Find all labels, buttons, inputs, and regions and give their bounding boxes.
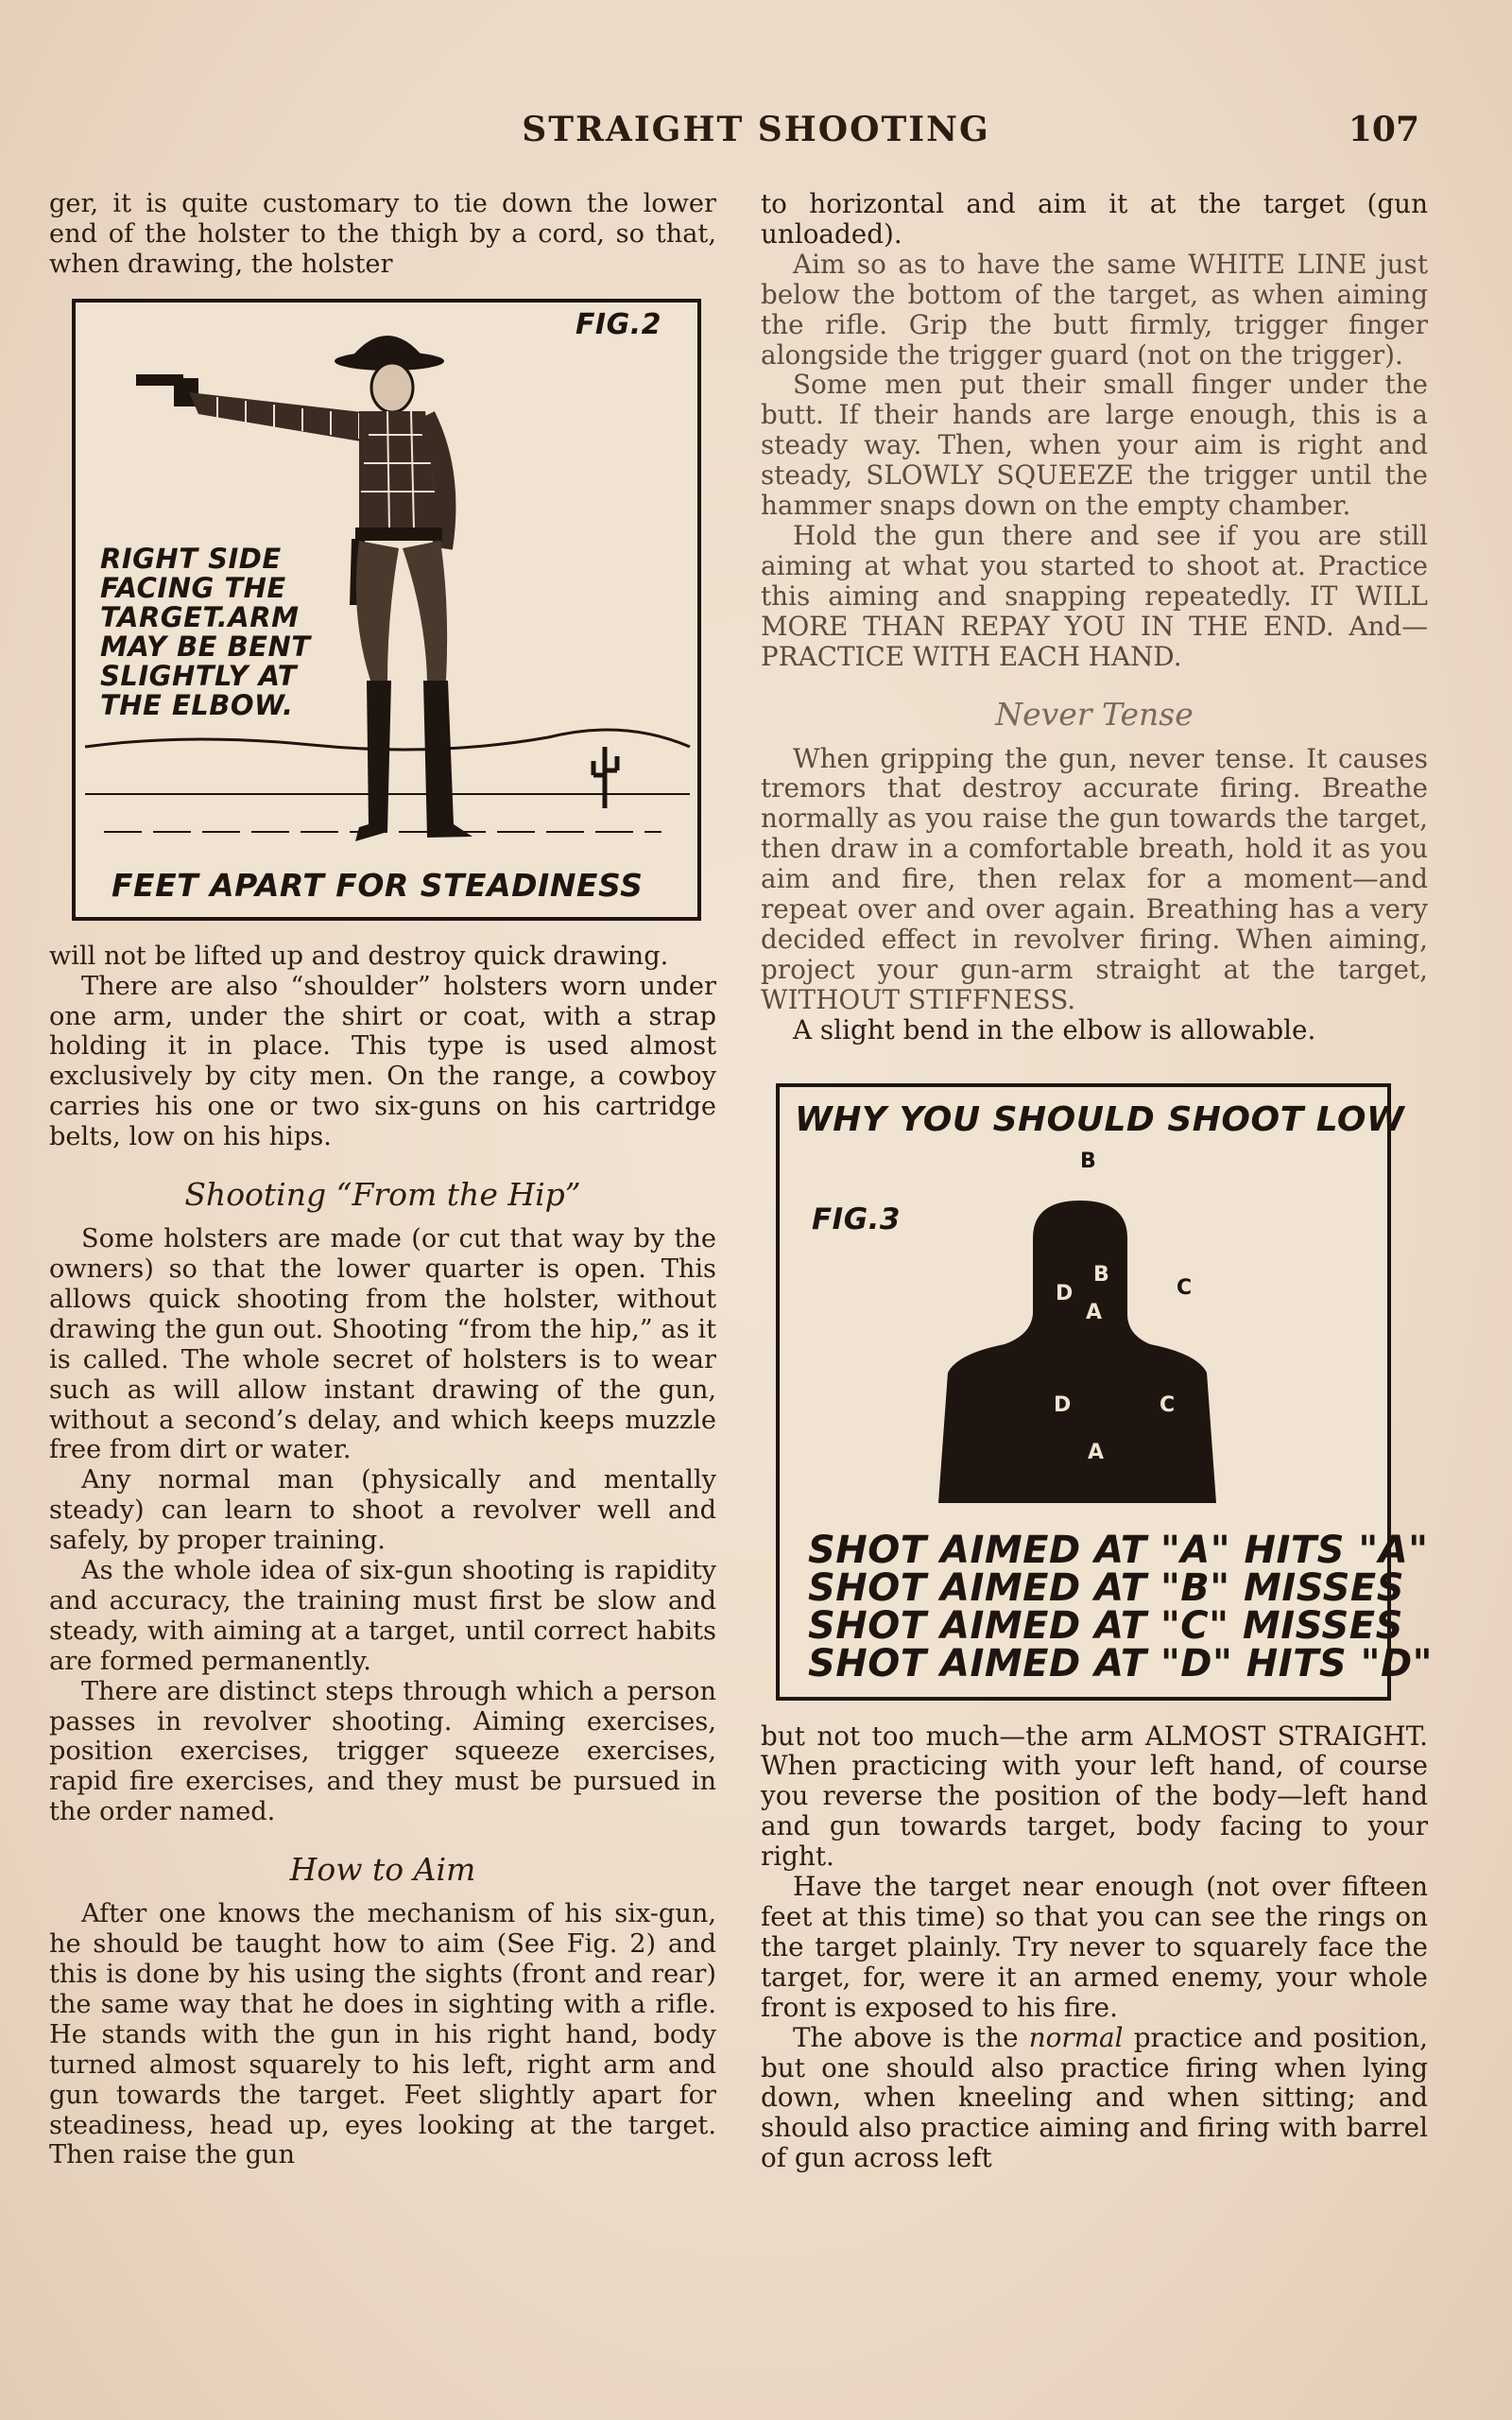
figure-2-caption: FEET APART FOR STEADINESS — [112, 866, 644, 904]
figure-2-label: FIG.2 — [575, 307, 662, 341]
figure-2-note: RIGHT SIDE FACING THE TARGET.ARM MAY BE BENT SLIGHTLY AT THE ELBOW. — [100, 542, 311, 721]
left-column — [49, 189, 716, 2170]
figure-3 — [776, 1083, 1434, 1701]
figure-3-label: FIG.3 — [812, 1201, 902, 1236]
paragraph-target-near: Have the target near enough (not over fifteen feet at this time) so that you can see the rings on the target plainly. Try never to squarely face the target, for, were it an armed enemy, your whole front is exposed to his fire. — [761, 1871, 1428, 2023]
marker-b-above: B — [1080, 1149, 1096, 1173]
figure-3-key-line: SHOT AIMED AT "D" HITS "D" — [808, 1641, 1434, 1685]
paragraph-how-to-aim: After one knows the mechanism of his six-gun, he should be taught how to aim (See Fig. 2) and this is done by his using the sights (front and rear) the same way that he does in sighting with a rifle. He stands with the gun in his right hand, body turned almost squarely to his left, right arm and gun towards the target. Feet slightly apart for steadiness, head up, eyes looking at the target. Then raise the gun — [49, 1899, 716, 2170]
paragraph-normal-man: Any normal man (physically and mentally steady) can learn to shoot a revolver well and safely, by proper training. — [49, 1465, 716, 1556]
paragraph-slight-bend: A slight bend in the elbow is allowable. — [793, 1013, 1316, 1046]
paragraph-after-figure: will not be lifted up and destroy quick drawing. — [49, 941, 669, 971]
normal-emphasis: normal — [1028, 2021, 1124, 2053]
heading-from-the-hip: Shooting “From the Hip” — [184, 1176, 581, 1214]
marker-b-head: B — [1093, 1262, 1109, 1287]
paragraph-small-finger: Some men put their small finger under the butt. If their hands are large enough, this is a steady way. Then, when your aim is right and steady, SLOWLY SQUEEZE the trigger until the hammer snaps down on the empty chamber. — [761, 369, 1428, 522]
paragraph-steps: There are distinct steps through which a person passes in revolver shooting. Aiming exercises, position exercises, trigger squeeze exercises, rapid fire exercises, and they must be pursued in the order named. — [49, 1676, 716, 1827]
marker-d-head: D — [1056, 1281, 1074, 1305]
page-header — [0, 106, 1512, 153]
marker-c-side: C — [1177, 1275, 1193, 1300]
paragraph-never-tense: When gripping the gun, never tense. It causes tremors that destroy accurate firing. Breathe normally as you raise the gun towards the target, then draw in a comfortable breath, hold it as you aim and fire, then relax for a moment—and repeat over and over again. Breathing has a very decided effect in revolver firing. When aiming, project your gun-arm straight at the target, WITHOUT STIFFNESS. — [761, 742, 1428, 1015]
paragraph-white-line: Aim so as to have the same WHITE LINE just below the bottom of the target, as when aiming the rifle. Grip the butt firmly, trigger finger alongside the trigger guard (not on the trigger). — [761, 248, 1428, 371]
figure-2 — [72, 299, 701, 921]
heading-never-tense: Never Tense — [995, 695, 1194, 733]
page-number: 107 — [1348, 110, 1419, 149]
normal-practice-start: The above is the — [793, 2021, 1029, 2053]
figure-3-key-line: SHOT AIMED AT "B" MISSES — [808, 1565, 1405, 1610]
marker-a-body: A — [1088, 1440, 1105, 1464]
paragraph-normal-practice — [761, 2023, 1428, 2174]
paragraph-almost-straight: but not too much—the arm ALMOST STRAIGHT. When practicing with your left hand, of course you reverse the position of the body—left hand and gun towards target, body facing to your right. — [761, 1720, 1428, 1873]
marker-c-body: C — [1160, 1392, 1176, 1417]
normal-practice-end: practice and position, but one should also practice firing when lying down, when kneeling and when sitting; and should also practice aiming and firing with barrel of gun across left — [761, 2021, 1429, 2174]
right-column — [761, 188, 1434, 2174]
heading-how-to-aim: How to Aim — [289, 1851, 476, 1889]
paragraph-continued: to horizontal and aim it at the target (gun unloaded). — [761, 188, 1428, 250]
paragraph-hold-gun: Hold the gun there and see if you are still aiming at what you started to shoot at. Practice this aiming and snapping repeatedly. IT WILL MORE THAN REPAY YOU IN THE END. And—PRACTICE WITH EACH HAND. — [761, 519, 1428, 672]
marker-d-body: D — [1054, 1392, 1072, 1417]
figure-3-key-line: SHOT AIMED AT "C" MISSES — [808, 1603, 1403, 1648]
figure-3-key-line: SHOT AIMED AT "A" HITS "A" — [808, 1528, 1429, 1572]
paragraph-whole-idea: As the whole idea of six-gun shooting is rapidity and accuracy, the training must first be slow and steady, with aiming at a target, until correct habits are formed permanently. — [49, 1556, 716, 1676]
paragraph-intro: ger, it is quite customary to tie down the lower end of the holster to the thigh by a cord, so that, when drawing, the holster — [49, 189, 716, 279]
running-title: STRAIGHT SHOOTING — [522, 110, 990, 149]
figure-3-title: WHY YOU SHOULD SHOOT LOW — [795, 1099, 1405, 1139]
paragraph-shoulder-holsters: There are also “shoulder” holsters worn under one arm, under the shirt or coat, with a strap holding it in place. This type is used almost exclusively by city men. On the range, a cowboy carries his one or two six-guns on his cartridge belts, low on his hips. — [49, 971, 716, 1152]
paragraph-hip: Some holsters are made (or cut that way by the owners) so that the lower quarter is open. This allows quick shooting from the holster, without drawing the gun out. Shooting “from the hip,” as it is called. The whole secret of holsters is to wear such as will allow instant drawing of the gun, without a second’s delay, and which keeps muzzle free from dirt or water. — [49, 1224, 716, 1465]
marker-a-head: A — [1086, 1300, 1103, 1324]
